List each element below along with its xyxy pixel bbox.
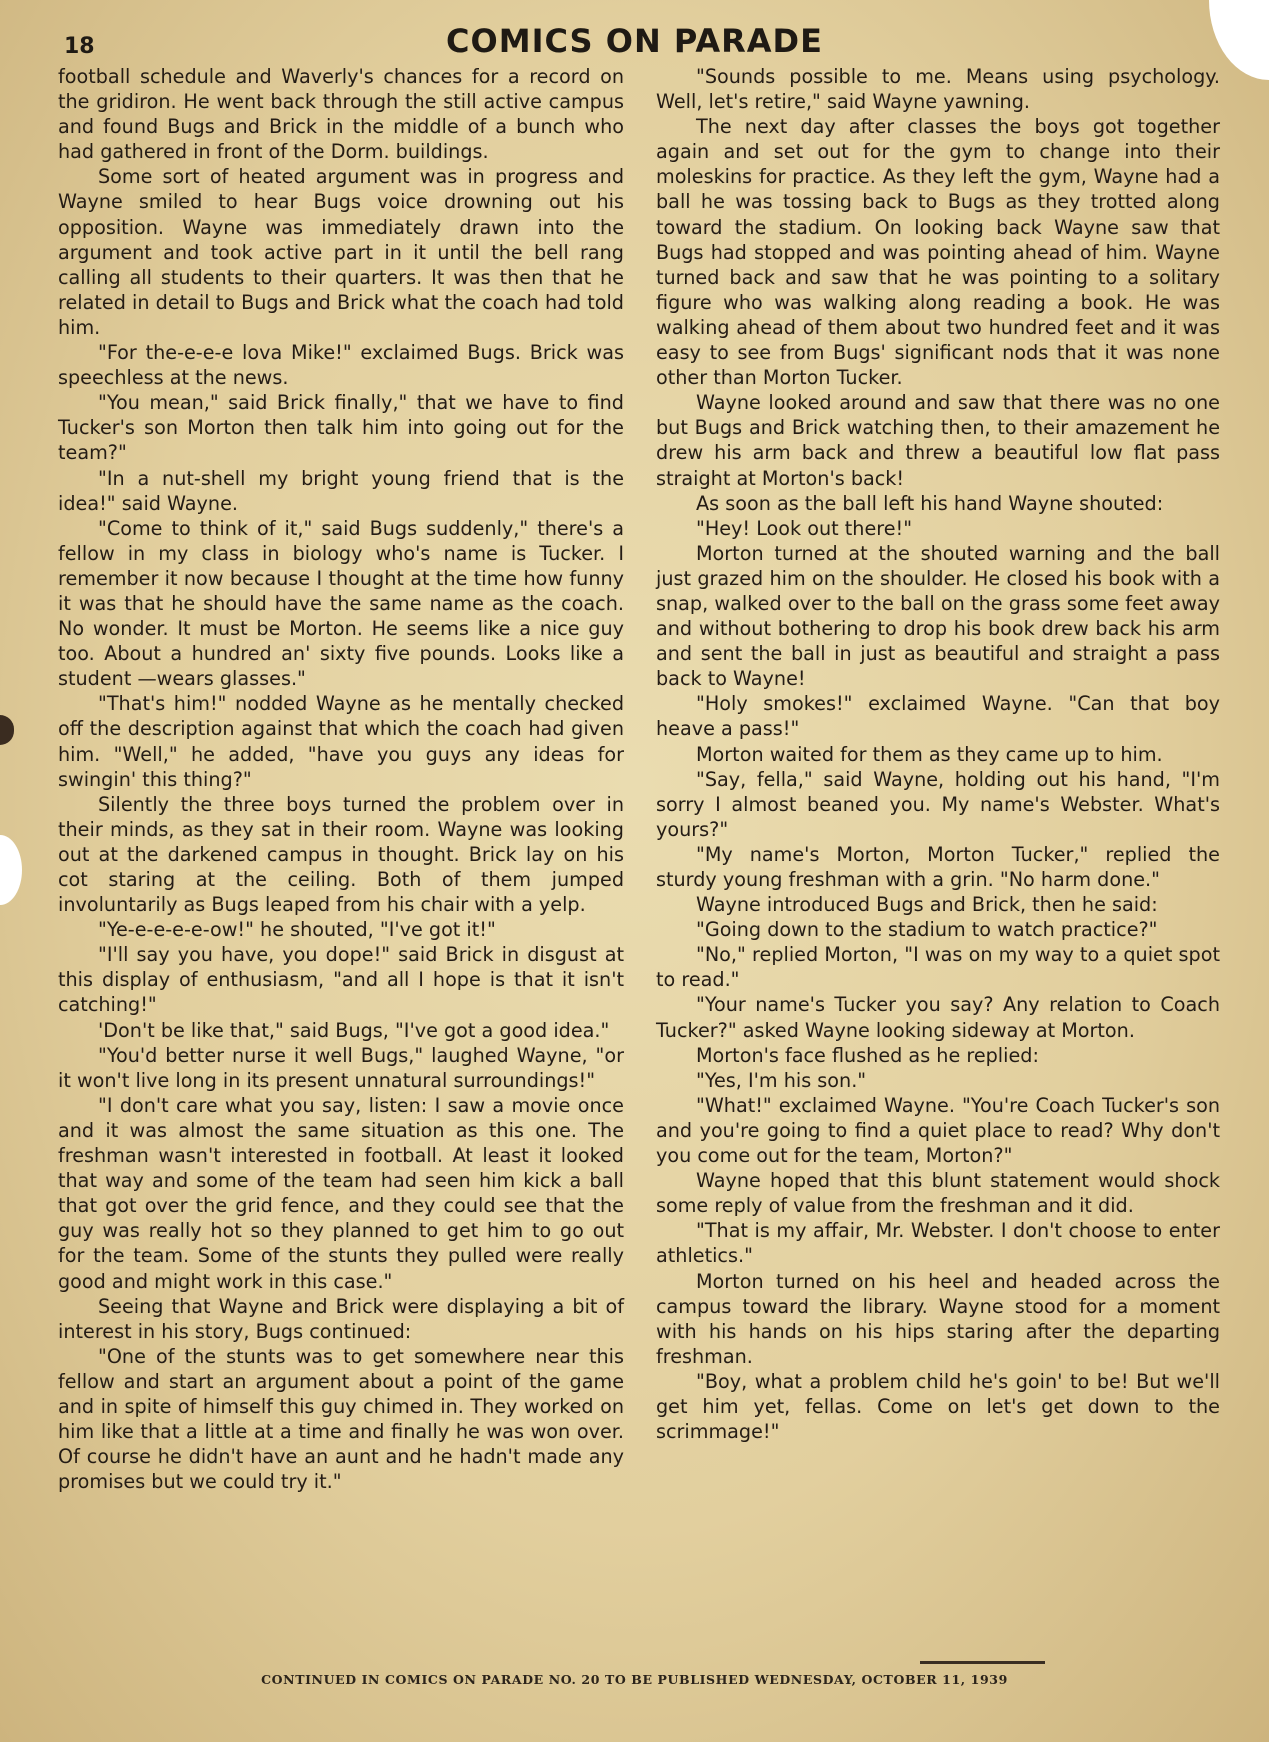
paragraph: Some sort of heated argument was in progress and Wayne smiled to hear Bugs voice drowning out his opposition. Wayne was immediately drawn into the argument and took active part in it until the bell rang calling all students to their quarters. It was then that he related in detail to Bugs and Brick what the coach had told him. bbox=[58, 165, 624, 339]
paragraph: Morton turned on his heel and headed across the campus toward the library. Wayne stood for a moment with his hands on his hips staring after the departing freshman. bbox=[656, 1269, 1220, 1368]
paragraph: "What!" exclaimed Wayne. "You're Coach Tucker's son and you're going to find a quiet place to read? Why don't you come out for the team, Morton?" bbox=[656, 1093, 1220, 1168]
paragraph: "No," replied Morton, "I was on my way to a quiet spot to read." bbox=[656, 943, 1220, 992]
paragraph: "I'll say you have, you dope!" said Brick in disgust at this display of enthusiasm, "and all I hope is that it isn't catching!" bbox=[58, 943, 624, 1017]
paragraph: "Say, fella," said Wayne, holding out his hand, "I'm sorry I almost beaned you. My name's Webster. What's yours?" bbox=[656, 767, 1220, 841]
paragraph: As soon as the ball left his hand Wayne shouted: bbox=[696, 491, 1164, 515]
paragraph: "Ye-e-e-e-e-ow!" he shouted, "I've got it!" bbox=[98, 918, 496, 942]
paragraph: "One of the stunts was to get somewhere near this fellow and start an argument about a point of the game and in spite of himself this guy chimed in. They worked on him like that a little at a time and finally he was won over. Of course he didn't have an aunt and he hadn't made any promises but we could try it." bbox=[58, 1344, 624, 1494]
paragraph: "Sounds possible to me. Means using psychology. Well, let's retire," said Wayne yawning. bbox=[656, 65, 1220, 114]
paragraph: Morton turned at the shouted warning and the ball just grazed him on the shoulder. He closed his book with a snap, walked over to the ball on the grass some feet away and without bothering to drop his book drew back his arm and sent the ball in just as beautiful and straight a pass back to Wayne! bbox=[656, 541, 1220, 691]
left-column bbox=[58, 64, 624, 1494]
paragraph: "Come to think of it," said Bugs suddenly," there's a fellow in my class in biology who's name is Tucker. I remember it now because I thought at the time how funny it was that he should have the same name as the coach. No wonder. It must be Morton. He seems like a nice guy too. About a hundred an' sixty five pounds. Looks like a student —wears glasses." bbox=[58, 516, 624, 691]
paragraph: "You'd better nurse it well Bugs," laughed Wayne, "or it won't live long in its present unnatural surroundings!" bbox=[58, 1043, 624, 1092]
paragraph: Wayne introduced Bugs and Brick, then he said: bbox=[696, 893, 1158, 917]
paragraph: "Yes, I'm his son." bbox=[696, 1068, 867, 1092]
page-number: 18 bbox=[64, 34, 95, 59]
paragraph: "Boy, what a problem child he's goin' to be! But we'll get him yet, fellas. Come on let's get down to the scrimmage!" bbox=[656, 1369, 1220, 1444]
paragraph: Seeing that Wayne and Brick were displaying a bit of interest in his story, Bugs continued: bbox=[58, 1294, 624, 1343]
footer-rule bbox=[920, 1661, 1045, 1664]
right-column bbox=[656, 64, 1220, 1444]
paragraph: 'Don't be like that," said Bugs, "I've got a good idea." bbox=[98, 1018, 610, 1042]
paragraph: "You mean," said Brick finally," that we have to find Tucker's son Morton then talk him into going out for the team?" bbox=[58, 391, 624, 465]
page-title: COMICS ON PARADE bbox=[446, 22, 823, 60]
paragraph: Morton waited for them as they came up to him. bbox=[696, 742, 1163, 766]
paragraph: The next day after classes the boys got together again and set out for the gym to change into their moleskins for practice. As they left the gym, Wayne had a ball he was tossing back to Bugs as they trotted along toward the stadium. On looking back Wayne saw that Bugs had stopped and was pointing ahead of him. Wayne turned back and saw that he was pointing to a solitary figure who was walking along reading a book. He was walking ahead of them about two hundred feet and it was easy to see from Bugs' significant nods that it was none other than Morton Tucker. bbox=[656, 115, 1220, 390]
paragraph: "My name's Morton, Morton Tucker," replied the sturdy young freshman with a grin. "No harm done." bbox=[656, 842, 1220, 891]
paragraph: "I don't care what you say, listen: I saw a movie once and it was almost the same situation as this one. The freshman wasn't interested in football. At least it looked that way and some of the team had seen him kick a ball that got over the grid fence, and they could see that the guy was really hot so they planned to get him to go out for the team. Some of the stunts they pulled were really good and might work in this case." bbox=[58, 1093, 624, 1293]
torn-edge bbox=[0, 715, 14, 745]
paragraph: "In a nut-shell my bright young friend that is the idea!" said Wayne. bbox=[58, 466, 624, 515]
torn-edge bbox=[0, 835, 22, 905]
paragraph: Wayne hoped that this blunt statement would shock some reply of value from the freshman and it did. bbox=[656, 1169, 1220, 1218]
paragraph: football schedule and Waverly's chances for a record on the gridiron. He went back through the still active campus and found Bugs and Brick in the middle of a bunch who had gathered in front of the Dorm. buildings. bbox=[58, 65, 624, 164]
paragraph: "Hey! Look out there!" bbox=[696, 516, 913, 540]
paragraph: Morton's face flushed as he replied: bbox=[696, 1043, 1039, 1067]
paragraph: "Holy smokes!" exclaimed Wayne. "Can that boy heave a pass!" bbox=[656, 692, 1220, 741]
continued-notice: CONTINUED IN COMICS ON PARADE NO. 20 TO BE PUBLISHED WEDNESDAY, OCTOBER 11, 1939 bbox=[261, 1672, 1008, 1687]
paragraph: "That's him!" nodded Wayne as he mentally checked off the description against that which the coach had given him. "Well," he added, "have you guys any ideas for swingin' this thing?" bbox=[58, 692, 624, 791]
page-header bbox=[0, 22, 1269, 62]
paragraph: "That is my affair, Mr. Webster. I don't choose to enter athletics." bbox=[656, 1219, 1220, 1268]
paragraph: "For the-e-e-e lova Mike!" exclaimed Bugs. Brick was speechless at the news. bbox=[58, 341, 624, 390]
paragraph: "Your name's Tucker you say? Any relation to Coach Tucker?" asked Wayne looking sideway at Morton. bbox=[656, 993, 1220, 1042]
paragraph: Silently the three boys turned the problem over in their minds, as they sat in their room. Wayne was looking out at the darkened campus in thought. Brick lay on his cot staring at the ceiling. Both of them jumped involuntarily as Bugs leaped from his chair with a yelp. bbox=[58, 792, 624, 917]
paragraph: Wayne looked around and saw that there was no one but Bugs and Brick watching then, to their amazement he drew his arm back and threw a beautiful low flat pass straight at Morton's back! bbox=[656, 391, 1220, 490]
paragraph: "Going down to the stadium to watch practice?" bbox=[696, 918, 1158, 942]
